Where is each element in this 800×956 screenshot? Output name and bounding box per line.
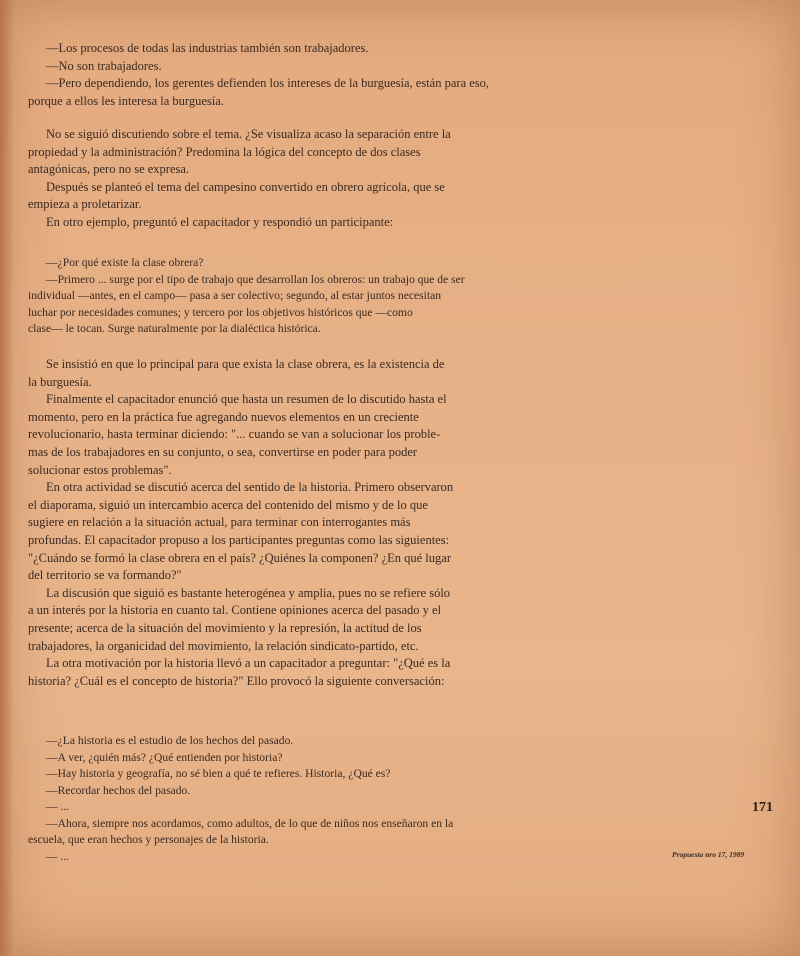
binding-shadow	[0, 0, 14, 956]
text-line: —A ver, ¿quién más? ¿Qué entienden por historia?	[46, 750, 283, 764]
text-line: —Primero ... surge por el tipo de trabajo que desarrollan los obreros: un trabajo que de ser	[46, 272, 465, 286]
text-line: antagónicas, pero no se expresa.	[28, 162, 190, 177]
text-line: —¿La historia es el estudio de los hechos del pasado.	[46, 734, 294, 747]
footer-note: Propuesta nro 17, 1989	[672, 850, 745, 859]
dialogue-block-3	[28, 255, 556, 338]
text-line: la burguesía.	[28, 374, 92, 389]
text-line: Después se planteó el tema del campesino convertido en obrero agrícola, que se	[46, 179, 445, 194]
text-line: —Ahora, siempre nos acordamos, como adultos, de lo que de niños nos enseñaron en la	[46, 816, 454, 830]
text-line: "¿Cuándo se formó la clase obrera en el país? ¿Quiénes la componen? ¿En qué lugar	[28, 550, 451, 565]
text-line: propiedad y la administración? Predomina la lógica del concepto de dos clases	[28, 144, 421, 159]
text-line: — ...	[46, 849, 70, 863]
paragraph-block-2	[28, 126, 556, 232]
text-line: — ...	[46, 800, 70, 813]
text-line: La discusión que siguió es bastante heterogénea y amplia, pues no se refiere sólo	[46, 585, 451, 600]
text-line: —Hay historia y geografía, no sé bien a qué te refieres. Historia, ¿Qué es?	[46, 767, 391, 780]
text-line: clase— le tocan. Surge naturalmente por la dialéctica histórica.	[28, 322, 321, 335]
text-line: No se siguió discutiendo sobre el tema. ¿Se visualiza acaso la separación entre la	[46, 127, 451, 141]
text-line: individual —antes, en el campo— pasa a ser colectivo; segundo, al estar juntos necesitan	[28, 289, 442, 302]
text-line: porque a ellos les interesa la burguesía.	[28, 93, 224, 108]
text-line: revolucionario, hasta terminar diciendo: "... cuando se van a solucionar los proble-	[28, 427, 441, 442]
text-line: presente; acerca de la situación del movimiento y la represión, la actitud de los	[28, 620, 422, 635]
text-line: momento, pero en la práctica fue agregando nuevos elementos en un creciente	[28, 409, 419, 424]
text-line: En otro ejemplo, preguntó el capacitador y respondió un participante:	[46, 214, 394, 229]
text-line: trabajadores, la organicidad del movimiento, la relación sindicato-partido, etc.	[28, 638, 419, 653]
paragraph-block-4	[28, 356, 556, 690]
text-line: —Los procesos de todas las industrias también son trabajadores.	[46, 41, 369, 55]
text-line: del territorio se va formando?"	[28, 568, 182, 583]
text-line: Finalmente el capacitador enunció que hasta un resumen de lo discutido hasta el	[46, 392, 447, 407]
text-line: En otra actividad se discutió acerca del sentido de la historia. Primero observaron	[46, 480, 454, 495]
text-line: luchar por necesidades comunes; y tercero por los objetivos históricos que —como	[28, 305, 413, 319]
dialogue-block-5	[28, 733, 556, 865]
text-line: historia? ¿Cuál es el concepto de historia?" Ello provocó la siguiente conversación:	[28, 673, 445, 688]
text-line: a un interés por la historia en cuanto tal. Contiene opiniones acerca del pasado y el	[28, 603, 442, 618]
text-line: profundas. El capacitador propuso a los participantes preguntas como las siguientes:	[28, 532, 450, 547]
text-line: Se insistió en que lo principal para que exista la clase obrera, es la existencia de	[46, 357, 445, 371]
text-line: La otra motivación por la historia llevó a un capacitador a preguntar: "¿Qué es la	[46, 656, 451, 671]
text-line: —Pero dependiendo, los gerentes defienden los intereses de la burguesía, están para eso,	[46, 76, 490, 91]
text-line: —Recordar hechos del pasado.	[46, 783, 191, 797]
dialogue-block-1	[28, 40, 556, 110]
page-number: 171	[752, 800, 773, 815]
text-line: sugiere en relación a la situación actual, para terminar con interrogantes más	[28, 515, 411, 530]
text-line: el diaporama, siguió un intercambio acerca del contenido del mismo y de lo que	[28, 497, 428, 512]
text-line: mas de los trabajadores en su conjunto, o sea, convertirse en poder para poder	[28, 444, 418, 459]
text-line: empieza a proletarizar.	[28, 197, 142, 212]
text-line: —¿Por qué existe la clase obrera?	[46, 256, 204, 269]
text-line: —No son trabajadores.	[46, 58, 162, 73]
text-line: solucionar estos problemas".	[28, 462, 172, 477]
text-line: escuela, que eran hechos y personajes de la historia.	[28, 833, 269, 846]
